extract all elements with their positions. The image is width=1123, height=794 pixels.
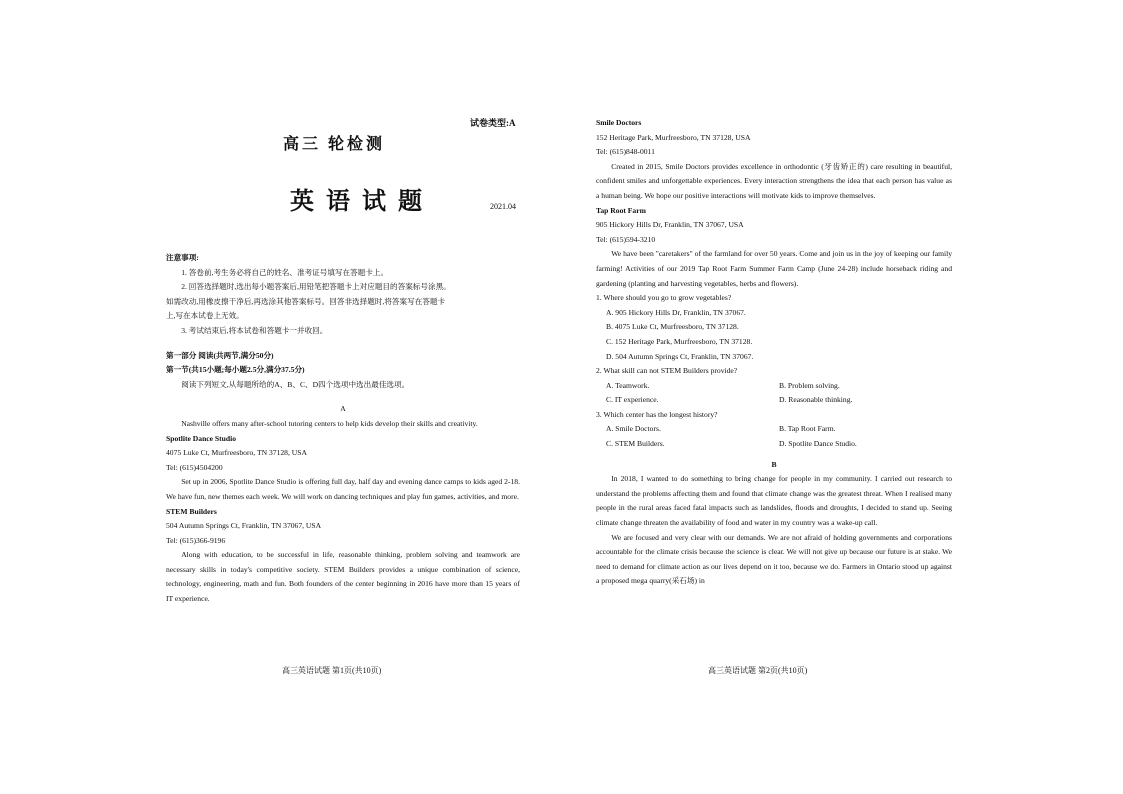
q1-option-d: D. 504 Autumn Springs Ct, Franklin, TN 37067. bbox=[606, 351, 754, 361]
q3-option-d: D. Spotlite Dance Studio. bbox=[779, 439, 857, 449]
smile-name: Smile Doctors bbox=[596, 118, 642, 127]
page2-body bbox=[596, 116, 952, 589]
passage-b-label: B bbox=[771, 459, 777, 469]
question-1: 1. Where should you go to grow vegetables? bbox=[596, 293, 732, 303]
stem-name: STEM Builders bbox=[166, 506, 217, 516]
page1-footer: 高三英语试题 第1页(共10页) bbox=[282, 666, 382, 675]
smile-description: Created in 2015, Smile Doctors provides excellence in orthodontic (牙齿矫正的) care resulting in beautiful, confident smiles and unforgettable experiences. Every interaction strengthens the idea that each person has value as a human being. We hope our positive interactions will motivate kids to improve themselves. bbox=[596, 161, 952, 200]
section1-title: 第一节(共15小题;每小题2.5分,满分37.5分) bbox=[166, 365, 305, 375]
notice-item-1: 1. 答卷前,考生务必将自己的姓名、准考证号填写在答题卡上。 bbox=[181, 267, 389, 277]
q1-option-c: C. 152 Heritage Park, Murfreesboro, TN 37128. bbox=[606, 336, 753, 346]
q2-option-a: A. Teamwork. bbox=[606, 380, 650, 390]
passage-b-paragraph-1: In 2018, I wanted to do something to bring change for people in my community. I carried out research to understand the problems affecting them and found that climate change was the greatest threat. When I realised many people in the rural areas faced fatal impacts such as landslides, floods and droughts, I decided to stand up. Seeing climate change threaten the availability of food and water in my country was a wake-up call. bbox=[596, 474, 952, 528]
passage-a-label: A bbox=[340, 404, 346, 414]
passage-a-intro: Nashville offers many after-school tutoring centers to help kids develop their skills and creativity. bbox=[181, 418, 478, 428]
q2-option-b: B. Problem solving. bbox=[779, 380, 840, 390]
spotlite-tel: Tel: (615)4504200 bbox=[166, 462, 223, 472]
page-1 bbox=[0, 0, 561, 794]
subject-title: 英语试题 bbox=[290, 189, 434, 215]
question-3: 3. Which center has the longest history? bbox=[596, 409, 718, 419]
q2-options bbox=[596, 379, 952, 408]
exam-date: 2021.04 bbox=[490, 202, 516, 211]
notice-item-3: 3. 考试结束后,将本试卷和答题卡一并收回。 bbox=[181, 325, 328, 335]
q3-option-c: C. STEM Builders. bbox=[606, 439, 665, 449]
stem-description: Along with education, to be successful in life, reasonable thinking, problem solving and teamwork are necessary skills in today's competitive society. STEM Builders provides a unique combination of science, technology, engineering, math and fun. Both founders of the center beginning in 2016 have more than 15 years of IT experience. bbox=[166, 550, 520, 604]
notice-item-2: 2. 回答选择题时,选出每小题答案后,用铅笔把答题卡上对应题目的答案标号涂黑。 bbox=[181, 282, 451, 292]
q3-option-a: A. Smile Doctors. bbox=[606, 424, 661, 434]
q2-option-d: D. Reasonable thinking. bbox=[779, 395, 853, 405]
spotlite-description: Set up in 2006, Spotlite Dance Studio is offering full day, half day and evening dance camps to kids aged 2-18. We have fun, new themes each week. We will work on dancing techniques and play fun games, activities, and more. bbox=[166, 477, 520, 501]
notice-item-2-cont: 如需改动,用橡皮擦干净后,再选涂其他答案标号。回答非选择题时,将答案写在答题卡 bbox=[166, 296, 446, 306]
smile-tel: Tel: (615)848-0011 bbox=[596, 147, 655, 157]
page2-footer: 高三英语试题 第2页(共10页) bbox=[708, 666, 808, 675]
spotlite-address: 4075 Luke Ct, Murfreesboro, TN 37128, USA bbox=[166, 448, 307, 458]
exam-type-label: 试卷类型:A bbox=[470, 118, 516, 128]
taproot-tel: Tel: (615)594-3210 bbox=[596, 234, 656, 244]
q3-options bbox=[596, 422, 952, 451]
stem-tel: Tel: (615)366-9196 bbox=[166, 535, 226, 545]
taproot-description: We have been "caretakers" of the farmland for over 50 years. Come and join us in the joy of keeping our family farming! Activities of our 2019 Tap Root Farm Summer Farm Camp (June 24-28) include horseback riding and gardening (planting and harvesting vegetables, herbs and flowers). bbox=[596, 249, 952, 288]
q3-option-b: B. Tap Root Farm. bbox=[779, 424, 836, 434]
q2-option-c: C. IT experience. bbox=[606, 395, 659, 405]
grade-title: 高三 轮检测 bbox=[283, 136, 386, 153]
notice-item-2-end: 上,写在本试卷上无效。 bbox=[166, 311, 244, 321]
page1-body bbox=[166, 251, 520, 607]
question-2: 2. What skill can not STEM Builders provide? bbox=[596, 366, 738, 376]
taproot-name: Tap Root Farm bbox=[596, 205, 646, 215]
passage-b-paragraph-2: We are focused and very clear with our demands. We are not afraid of holding governments and corporations accountable for the climate crisis because the science is clear. We will not give up because our future is at stake. We need to demand for climate action as our lives depend on it too, because we do. Farmers in Ontario stood up against a proposed mega quarry(采石场) in bbox=[596, 532, 952, 586]
spotlite-name: Spotlite Dance Studio bbox=[166, 433, 237, 443]
page-2 bbox=[562, 0, 1123, 794]
q1-option-b: B. 4075 Luke Ct, Murfreesboro, TN 37128. bbox=[606, 322, 739, 332]
notice-title: 注意事项: bbox=[166, 253, 199, 262]
part1-title: 第一部分 阅读(共两节,满分50分) bbox=[166, 350, 274, 360]
taproot-address: 905 Hickory Hills Dr, Franklin, TN 37067, USA bbox=[596, 220, 744, 230]
smile-address: 152 Heritage Park, Murfreesboro, TN 37128, USA bbox=[596, 132, 751, 142]
stem-address: 504 Autumn Springs Ct, Franklin, TN 37067, USA bbox=[166, 521, 322, 531]
reading-instruction: 阅读下列短文,从每题所给的A、B、C、D四个选项中选出最佳选项。 bbox=[181, 379, 410, 389]
q1-option-a: A. 905 Hickory Hills Dr, Franklin, TN 37067. bbox=[606, 307, 746, 317]
